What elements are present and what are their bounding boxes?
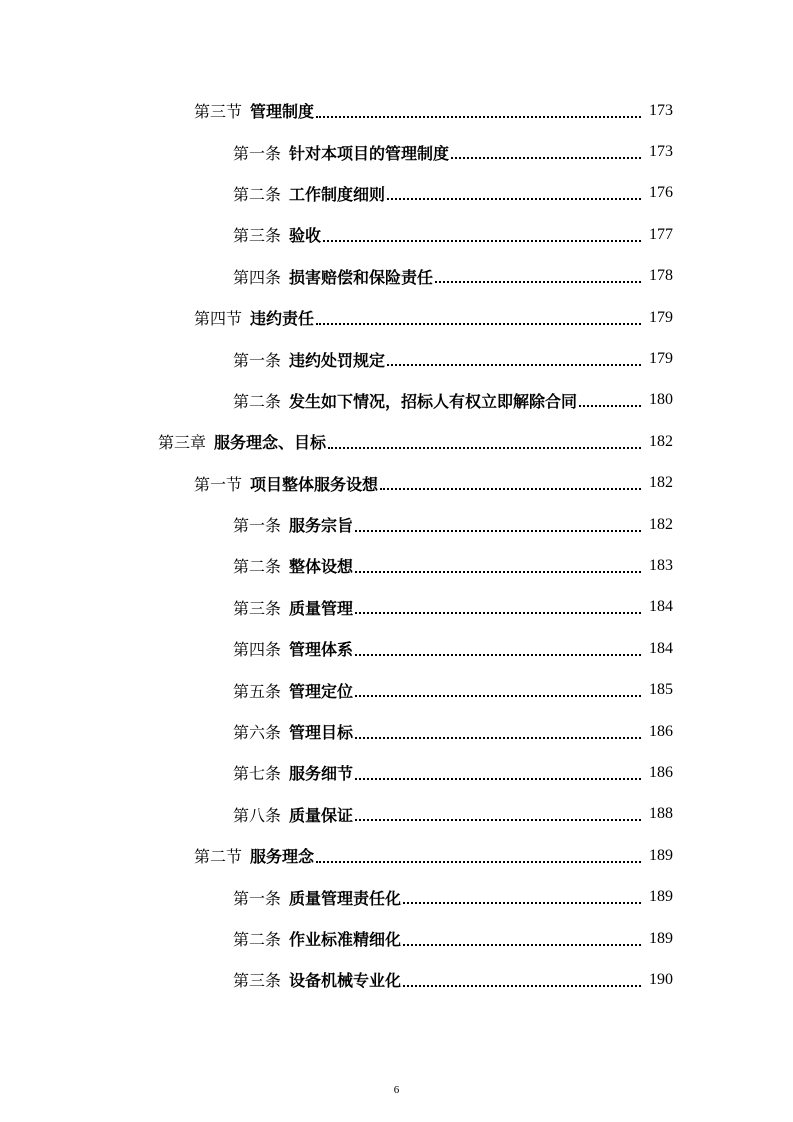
toc-entry[interactable] (0, 587, 793, 628)
toc-entry-title: 工作制度细则 (289, 184, 386, 204)
toc-dot-leader (355, 571, 641, 573)
toc-entry-title: 项目整体服务设想 (250, 474, 379, 494)
toc-entry-number: 第四条 (233, 267, 282, 287)
toc-entry-number: 第一条 (233, 350, 282, 370)
toc-entry-number: 第二节 (194, 847, 243, 867)
toc-dot-leader (355, 778, 641, 780)
toc-dot-leader (316, 861, 641, 863)
toc-entry-number: 第二条 (233, 930, 282, 949)
toc-entry-number: 第七条 (233, 764, 282, 784)
toc-entry-page: 183 (649, 556, 673, 574)
toc-entry-title: 整体设想 (289, 557, 354, 577)
toc-entry-number: 第三节 (194, 102, 243, 122)
toc-entry-number: 第二条 (233, 184, 282, 204)
toc-dot-leader (387, 364, 641, 366)
toc-entry[interactable] (0, 463, 793, 504)
toc-entry-page: 173 (649, 101, 673, 119)
toc-entry[interactable] (0, 214, 793, 255)
toc-entry-number: 第一节 (194, 474, 243, 494)
toc-entry-page: 186 (649, 722, 673, 740)
toc-dot-leader (355, 530, 641, 532)
toc-entry-number: 第六条 (233, 723, 282, 743)
toc-entry[interactable] (0, 380, 793, 421)
toc-entry-page: 180 (649, 391, 673, 409)
toc-entry[interactable] (0, 628, 793, 669)
toc-entry-number: 第三条 (233, 598, 282, 618)
toc-entry-number: 第三条 (233, 971, 282, 991)
toc-entry-title: 管理体系 (289, 640, 354, 660)
toc-entry-page: 188 (649, 805, 673, 823)
toc-entry-page: 176 (649, 184, 673, 202)
toc-entry-title: 质量管理 (289, 598, 354, 618)
toc-entry-page: 185 (649, 681, 673, 699)
toc-entry-page: 190 (649, 970, 673, 988)
toc-dot-leader (316, 116, 641, 118)
page-number: 6 (393, 1084, 400, 1096)
toc-entry-title: 服务细节 (289, 764, 354, 784)
toc-entry-title: 服务理念 (250, 847, 315, 867)
toc-entry-title: 质量保证 (289, 805, 354, 825)
toc-entry-title: 违约处罚规定 (289, 350, 386, 370)
toc-entry-title: 损害赔偿和保险责任 (289, 267, 434, 287)
toc-entry[interactable] (0, 794, 793, 835)
toc-entry-title: 服务理念、目标 (214, 433, 327, 453)
toc-entry[interactable] (0, 504, 793, 545)
toc-entry-number: 第二条 (233, 557, 282, 577)
toc-entry-title: 针对本项目的管理制度 (289, 143, 450, 163)
toc-entry-page: 182 (649, 432, 673, 450)
toc-entry[interactable] (0, 421, 793, 462)
toc-entry-title: 服务宗旨 (289, 516, 354, 536)
toc-entry-title: 管理目标 (289, 723, 354, 743)
toc-entry-title: 管理制度 (250, 102, 315, 122)
toc-dot-leader (355, 819, 641, 821)
table-of-contents (0, 90, 793, 1001)
toc-dot-leader (355, 737, 641, 739)
toc-dot-leader (403, 985, 641, 987)
toc-entry-number: 第一条 (233, 143, 282, 163)
toc-entry[interactable] (0, 959, 793, 1000)
toc-entry-number: 第一条 (233, 516, 282, 536)
toc-entry-page: 177 (649, 225, 673, 243)
toc-entry-title: 质量管理责任化 (289, 888, 402, 908)
toc-entry-title: 作业标准精细化 (289, 930, 402, 949)
toc-entry[interactable] (0, 711, 793, 752)
toc-entry-number: 第四节 (194, 309, 243, 329)
toc-dot-leader (435, 281, 641, 283)
toc-dot-leader (355, 612, 641, 614)
toc-entry-page: 186 (649, 763, 673, 781)
toc-entry[interactable] (0, 876, 793, 917)
toc-dot-leader (387, 198, 641, 200)
toc-entry-page: 182 (649, 515, 673, 533)
toc-dot-leader (380, 488, 641, 490)
toc-entry[interactable] (0, 835, 793, 876)
toc-entry-page: 189 (649, 888, 673, 906)
toc-entry-page: 189 (649, 846, 673, 864)
toc-entry[interactable] (0, 297, 793, 338)
toc-entry-title: 验收 (289, 226, 322, 246)
toc-dot-leader (316, 323, 641, 325)
toc-entry-page: 173 (649, 143, 673, 161)
toc-entry[interactable] (0, 256, 793, 297)
toc-entry[interactable] (0, 669, 793, 710)
toc-entry[interactable] (0, 131, 793, 172)
toc-entry-number: 第四条 (233, 640, 282, 660)
toc-entry[interactable] (0, 545, 793, 586)
toc-dot-leader (328, 447, 641, 449)
toc-entry[interactable] (0, 918, 793, 959)
toc-entry[interactable] (0, 338, 793, 379)
toc-dot-leader (579, 405, 641, 407)
toc-dot-leader (451, 157, 641, 159)
toc-entry-page: 184 (649, 639, 673, 657)
toc-entry-number: 第一条 (233, 888, 282, 908)
toc-dot-leader (355, 695, 641, 697)
toc-dot-leader (355, 654, 641, 656)
toc-entry-number: 第三条 (233, 226, 282, 246)
toc-dot-leader (403, 944, 641, 946)
toc-entry-page: 179 (649, 350, 673, 368)
toc-entry-page: 184 (649, 598, 673, 616)
toc-entry-number: 第八条 (233, 805, 282, 825)
toc-entry-page: 182 (649, 474, 673, 492)
toc-entry-page: 179 (649, 308, 673, 326)
toc-dot-leader (403, 902, 641, 904)
toc-entry-number: 第五条 (233, 681, 282, 701)
toc-entry-title: 违约责任 (250, 309, 315, 329)
toc-entry-page: 189 (649, 929, 673, 947)
toc-entry[interactable] (0, 90, 793, 131)
toc-entry-page: 178 (649, 267, 673, 285)
toc-entry[interactable] (0, 752, 793, 793)
toc-entry-title: 发生如下情况，招标人有权立即解除合同 (289, 391, 578, 411)
toc-entry-number: 第三章 (158, 433, 207, 453)
toc-entry-number: 第二条 (233, 391, 282, 411)
toc-entry-title: 管理定位 (289, 681, 354, 701)
toc-entry-title: 设备机械专业化 (289, 971, 402, 991)
toc-entry[interactable] (0, 173, 793, 214)
toc-dot-leader (323, 240, 641, 242)
